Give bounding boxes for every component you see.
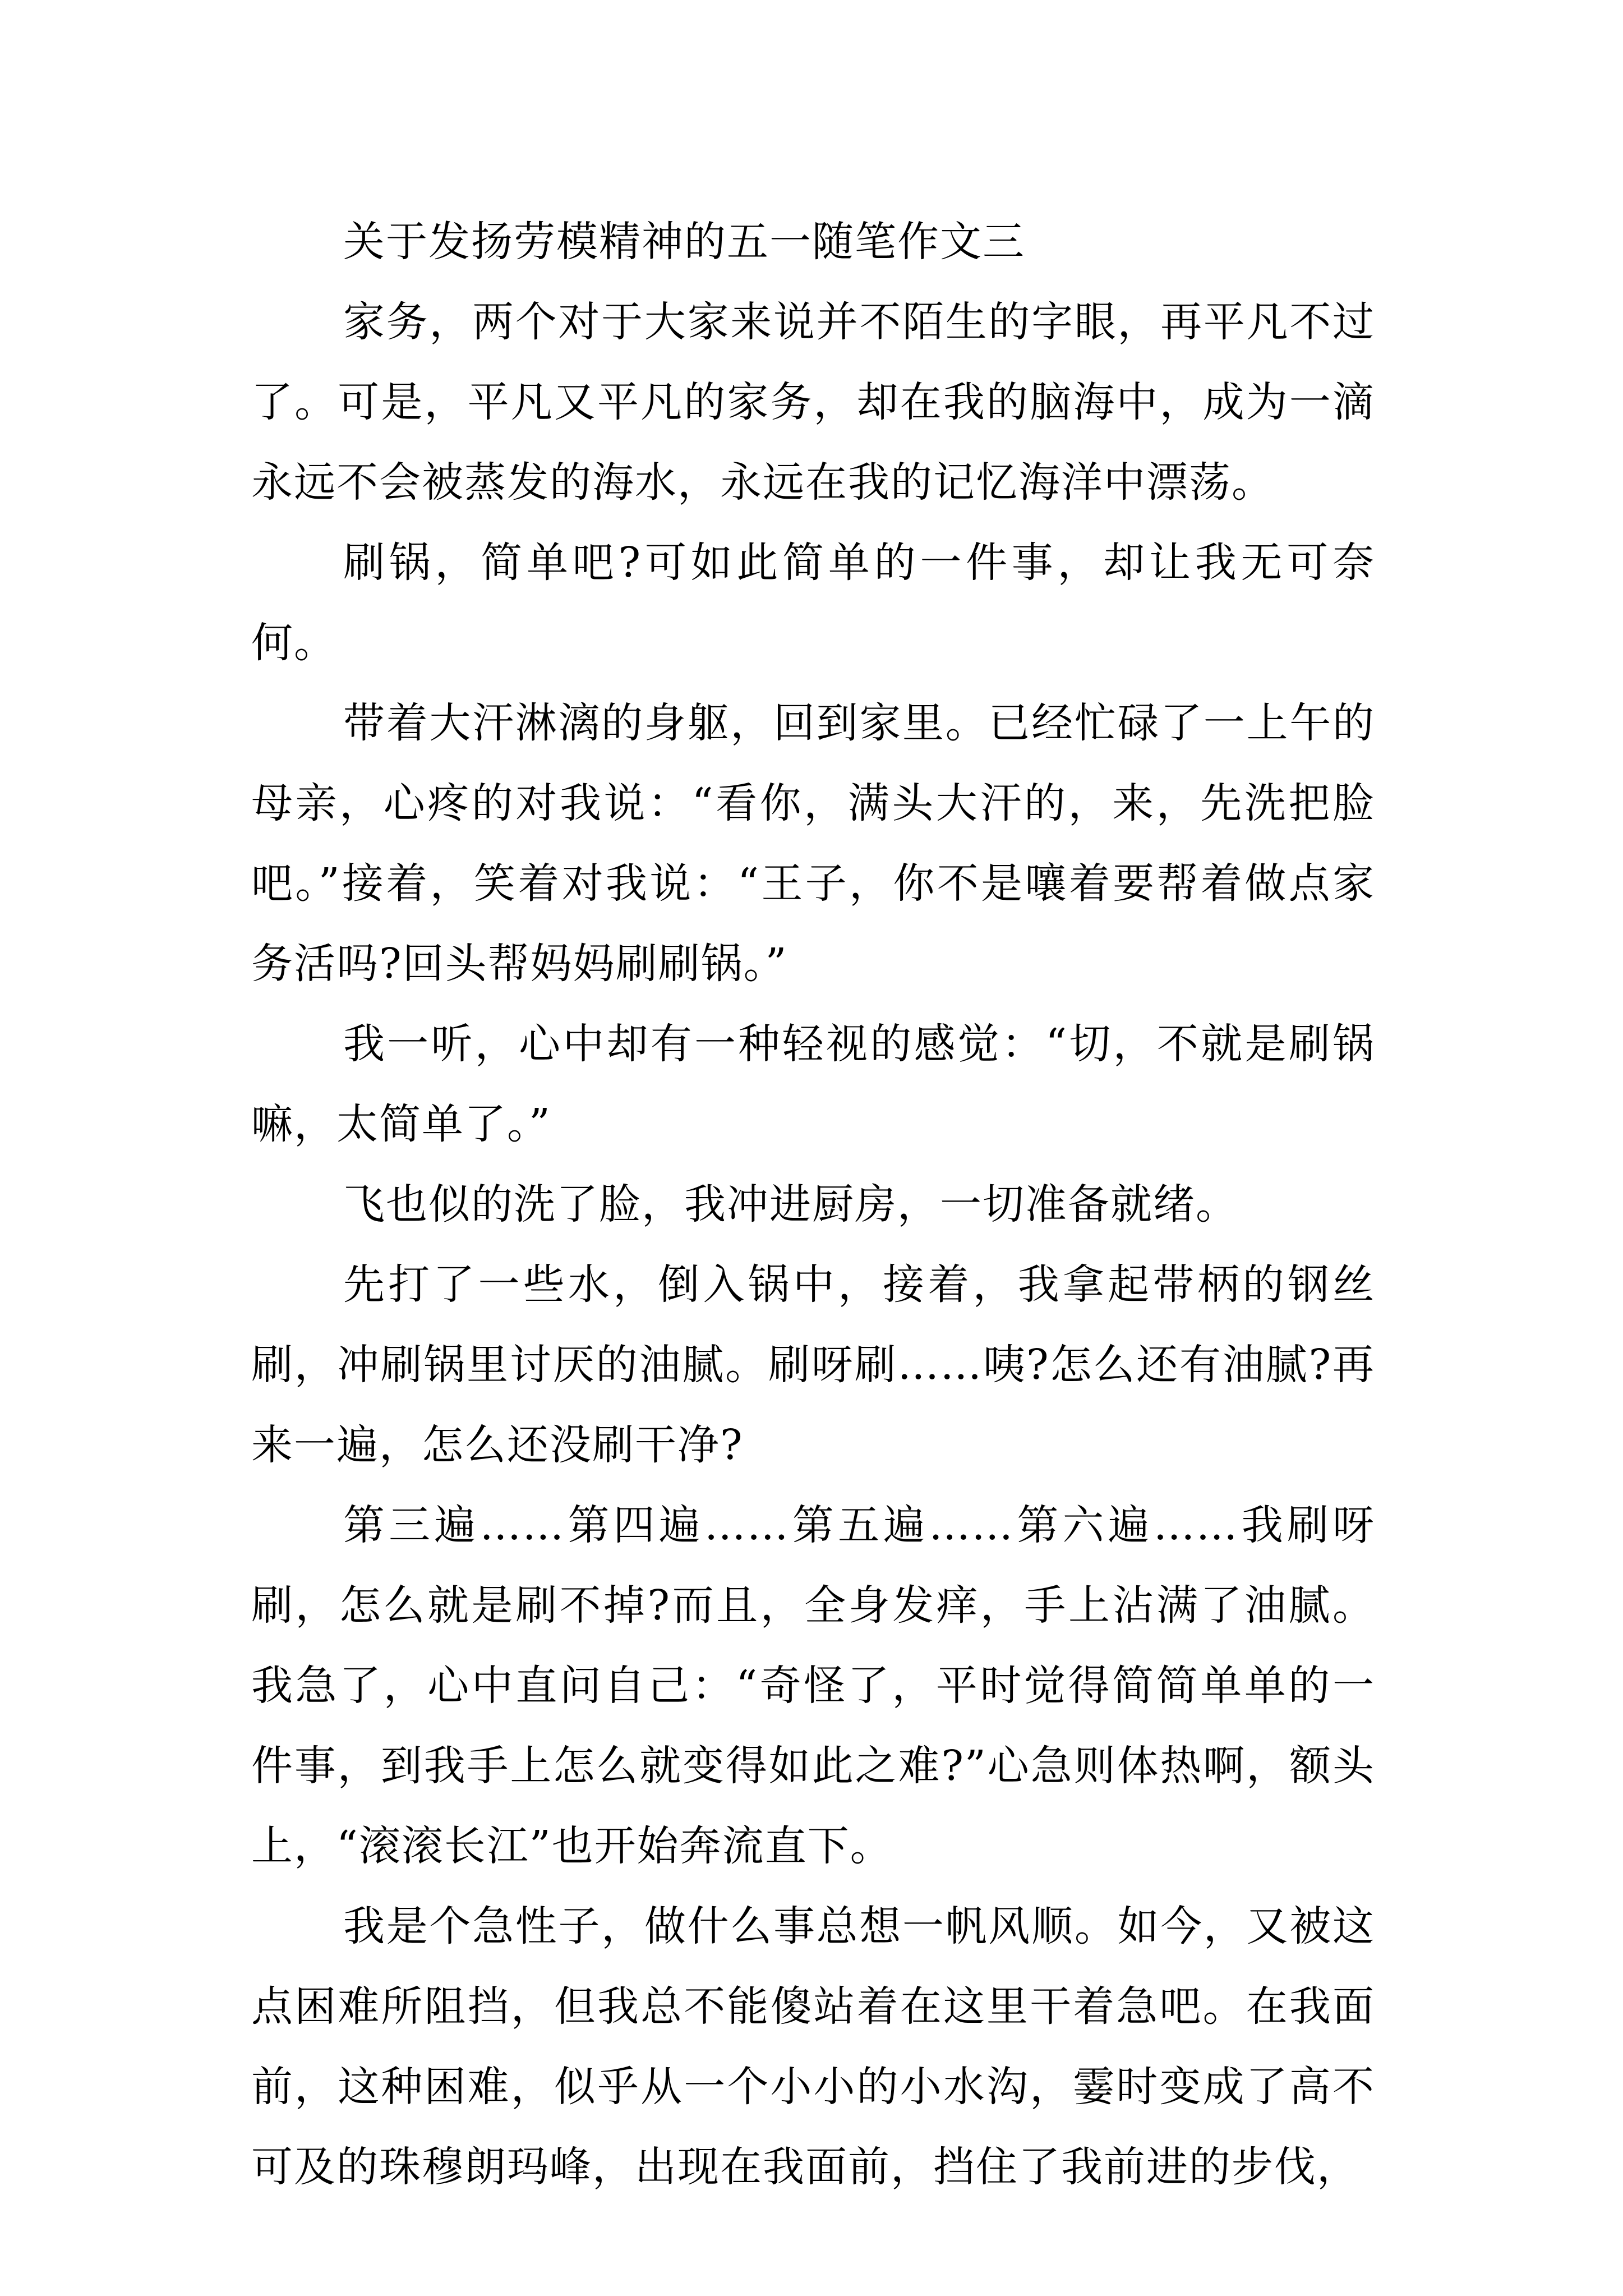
paragraph-6: 先打了一些水，倒入锅中，接着，我拿起带柄的钢丝刷，冲刷锅里讨厌的油腻。刷呀刷……咦?怎么还有油腻?再来一遍，怎么还没刷干净? (251, 1260, 1375, 1469)
paragraph-8: 我是个急性子，做什么事总想一帆风顺。如今，又被这点困难所阻挡，但我总不能傻站着在这里干着急吧。在我面前，这种困难，似乎从一个小小的小水沟，霎时变成了高不可及的珠穆朗玛峰，出现在我面前，挡住了我前进的步伐， (251, 1902, 1375, 2191)
paragraph-4: 我一听，心中却有一种轻视的感觉：“切，不就是刷锅嘛，太简单了。” (251, 1020, 1375, 1148)
paragraph-1: 家务，两个对于大家来说并不陌生的字眼，再平凡不过了。可是，平凡又平凡的家务，却在我的脑海中，成为一滴永远不会被蒸发的海水，永远在我的记忆海洋中漂荡。 (251, 298, 1375, 507)
paragraph-3: 带着大汗淋漓的身躯，回到家里。已经忙碌了一上午的母亲，心疼的对我说：“看你，满头大汗的，来，先洗把脸吧。”接着，笑着对我说：“王子，你不是嚷着要帮着做点家务活吗?回头帮妈妈刷刷锅。” (251, 699, 1375, 988)
document-title: 关于发扬劳模精神的五一随笔作文三 (343, 218, 1025, 266)
paragraph-7: 第三遍……第四遍……第五遍……第六遍……我刷呀刷，怎么就是刷不掉?而且，全身发痒，手上沾满了油腻。我急了，心中直问自己：“奇怪了，平时觉得简简单单的一件事，到我手上怎么就变得如此之难?”心急则体热啊，额头上，“滚滚长江”也开始奔流直下。 (251, 1501, 1375, 1870)
paragraph-5: 飞也似的洗了脸，我冲进厨房，一切准备就绪。 (343, 1180, 1238, 1228)
document-body (251, 202, 1375, 2207)
paragraph-2: 刷锅，简单吧?可如此简单的一件事，却让我无可奈何。 (251, 539, 1375, 667)
